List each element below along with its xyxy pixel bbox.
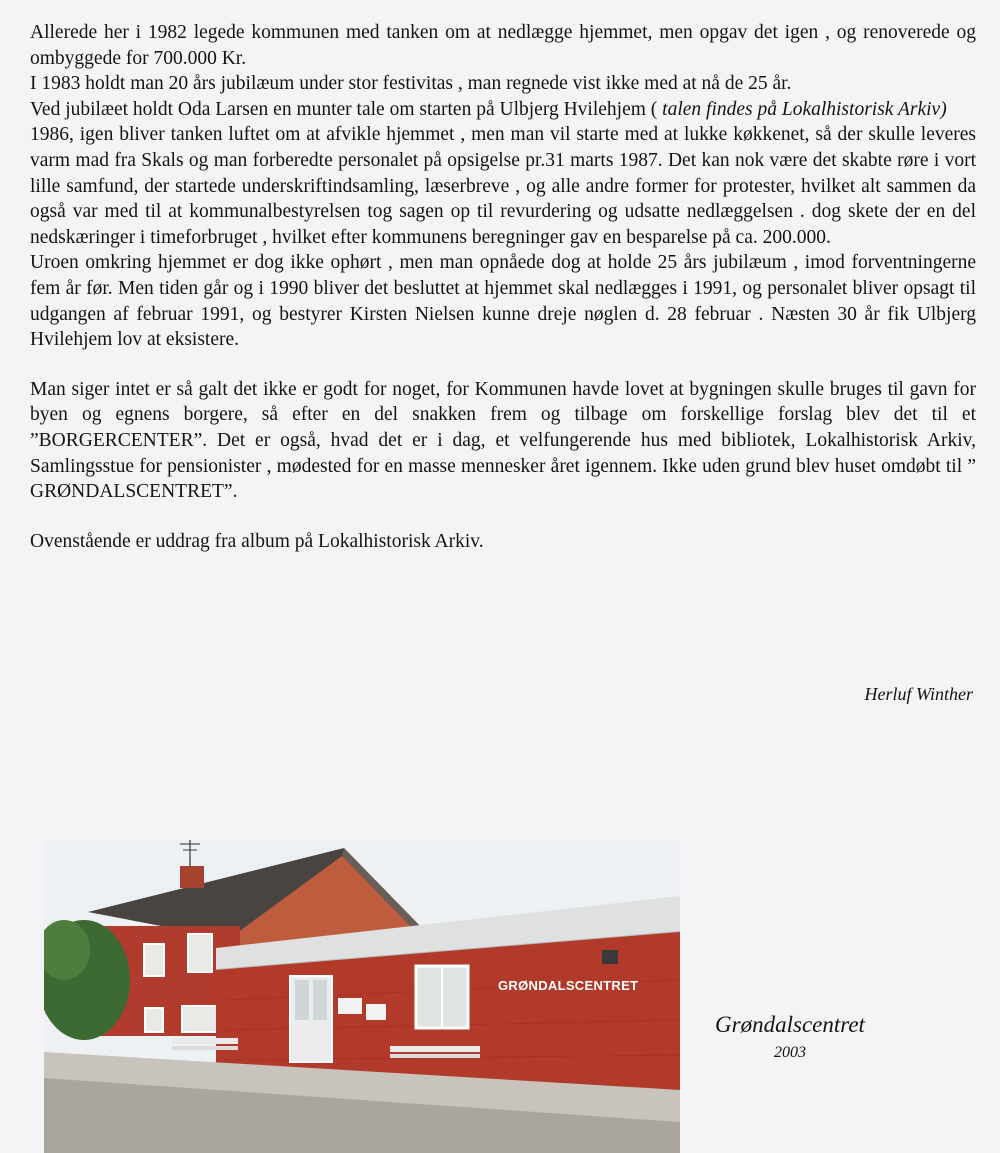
paragraph-1983: I 1983 holdt man 20 års jubilæum under stor festivitas , man regnede vist ikke med at nå de 25 år. <box>30 73 792 95</box>
jubilee-speech-note: talen findes på Lokalhistorisk Arkiv) <box>657 98 947 120</box>
paragraph-1982: Allerede her i 1982 legede kommunen med tanken om at nedlægge hjemmet, men opgav det igen , og renoverede og ombyggede for 700.000 Kr. <box>30 22 976 69</box>
paragraph-borgercenter: Man siger intet er så galt det ikke er godt for noget, for Kommunen havde lovet at bygningen skulle bruges til gavn for byen og egnens borgere, så efter en del snakken frem og tilbage om forskellige forslag blev det til et ”BORGERCENTER”. Det er også, hvad det er i dag, et velfungerende hus med bibliotek, Lokalhistorisk Arkiv, Samlingsstue for pensionister , mødested for en masse mennesker året igennem. Ikke uden grund blev huset omdøbt til ” GRØNDALSCENTRET”. <box>30 378 976 503</box>
author-signature: Herluf Winther <box>864 684 973 704</box>
paragraph-source: Ovenstående er uddrag fra album på Lokalhistorisk Arkiv. <box>30 530 484 552</box>
jubilee-speech-text: Ved jubilæet holdt Oda Larsen en munter tale om starten på Ulbjerg Hvilehjem ( <box>30 98 658 120</box>
paragraph-1986: 1986, igen bliver tanken luftet om at afvikle hjemmet , men man vil starte med at lukke køkkenet, så der skulle leveres varm mad fra Skals og man forberedte personalet på opsigelse pr.31 marts 1987. Det kan nok være det skabte røre i vort lille samfund, der startede underskriftindsamling, læserbreve , og alle andre former for protester, hvilket alt sammen da også var med til at kommunalbestyrelsen tog sagen op til revurdering og udsatte nedlæggelsen . dog skete der en del nedskæringer i timeforbruget , hvilket efter kommunens beregninger gav en besparelse på ca. 200.000. <box>30 124 976 248</box>
building-sign: GRØNDALSCENTRET <box>498 978 639 993</box>
building-photo-image <box>44 840 680 1153</box>
paragraph-jubilee-speech <box>30 97 976 123</box>
photo-caption-title: Grøndalscentret <box>715 1012 865 1037</box>
body-text <box>30 20 976 554</box>
paragraph-unrest: Uroen omkring hjemmet er dog ikke ophørt , men man opnåede dog at holde 25 års jubilæum , imod forventningerne fem år før. Men tiden går og i 1990 bliver det besluttet at hjemmet skal nedlægges i 1991, og personalet bliver opsagt til udgangen af februar 1991, og bestyrer Kirsten Nielsen kunne dreje nøglen d. 28 februar . Næsten 30 år fik Ulbjerg Hvilehjem lov at eksistere. <box>30 252 976 351</box>
photo-caption-year: 2003 <box>774 1044 806 1061</box>
building-photo <box>44 840 680 1153</box>
